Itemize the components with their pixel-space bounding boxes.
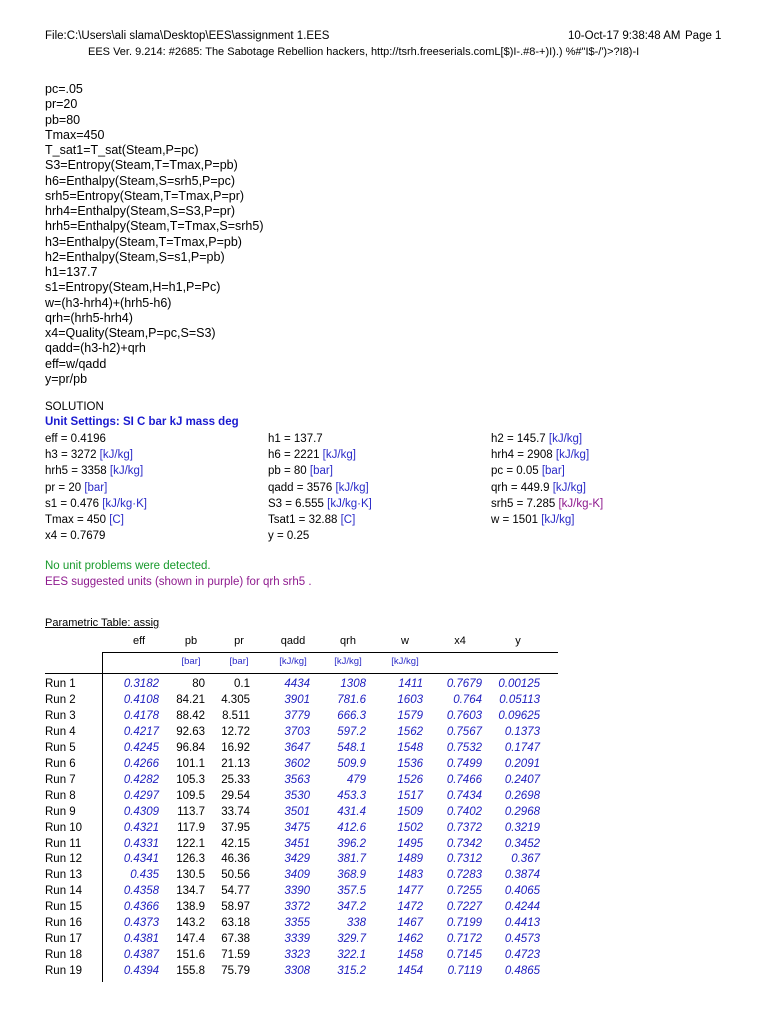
table-cell: 3323 xyxy=(284,949,310,962)
table-cell: 0.4321 xyxy=(123,821,159,834)
table-cell: 0.7372 xyxy=(446,821,482,834)
table-cell: 96.84 xyxy=(176,741,205,754)
table-cell: 3501 xyxy=(284,805,310,818)
table-cell: 0.4282 xyxy=(123,773,159,786)
table-cell: 12.72 xyxy=(221,725,250,738)
table-cell: 134.7 xyxy=(176,885,205,898)
table-cell: 0.2407 xyxy=(504,773,540,786)
run-label: Run 6 xyxy=(45,757,76,770)
table-cell: 396.2 xyxy=(337,837,366,850)
solution-item-value: h3 = 3272 xyxy=(45,449,97,462)
table-cell: 0.09625 xyxy=(498,709,540,722)
solution-item-value: Tmax = 450 xyxy=(45,514,107,526)
table-cell: 479 xyxy=(346,773,366,786)
table-cell: 3901 xyxy=(284,693,310,706)
solution-item xyxy=(268,530,309,542)
column-unit: [kJ/kg] xyxy=(334,656,362,667)
column-header: eff xyxy=(132,635,146,647)
solution-item xyxy=(491,433,582,445)
table-cell: 147.4 xyxy=(176,933,205,946)
solution-item-value: Tsat1 = 32.88 xyxy=(268,514,338,526)
solution-item-value: eff = 0.4196 xyxy=(45,433,106,445)
table-cell: 1562 xyxy=(397,725,423,738)
column-unit: [kJ/kg] xyxy=(279,656,307,667)
table-cell: 1517 xyxy=(397,789,423,802)
table-cell: 130.5 xyxy=(176,869,205,882)
table-cell: 315.2 xyxy=(337,965,366,978)
table-cell: 1467 xyxy=(397,917,423,930)
table-cell: 0.7466 xyxy=(446,773,482,786)
table-cell: 25.33 xyxy=(221,773,250,786)
solution-item-unit: [C] xyxy=(106,514,124,526)
table-cell: 0.7499 xyxy=(446,757,482,770)
table-cell: 0.4394 xyxy=(123,965,159,978)
table-cell: 0.3182 xyxy=(123,678,159,690)
table-cell: 3390 xyxy=(284,885,310,898)
table-cell: 0.3874 xyxy=(504,869,540,882)
solution-item xyxy=(491,482,586,494)
table-cell: 80 xyxy=(192,678,205,690)
solution-item xyxy=(268,449,356,461)
run-label: Run 15 xyxy=(45,901,83,914)
table-cell: 0.4266 xyxy=(123,757,159,770)
table-cell: 3308 xyxy=(284,965,310,978)
table-cell: 453.3 xyxy=(337,789,366,802)
equation-line: qadd=(h3-h2)+qrh xyxy=(45,341,146,356)
table-cell: 0.4244 xyxy=(504,901,540,914)
table-cell: 666.3 xyxy=(337,709,366,722)
table-cell: 63.18 xyxy=(221,917,250,930)
run-label: Run 17 xyxy=(45,933,83,946)
table-cell: 0.4381 xyxy=(123,933,159,946)
table-cell: 0.4297 xyxy=(123,789,159,802)
table-cell: 0.4573 xyxy=(504,933,540,946)
table-cell: 0.3219 xyxy=(504,821,540,834)
solution-item-unit: [bar] xyxy=(538,465,565,478)
solution-item-value: S3 = 6.555 xyxy=(268,497,324,510)
solution-item xyxy=(491,465,565,477)
table-cell: 0.7402 xyxy=(446,805,482,818)
table-cell: 0.7679 xyxy=(446,678,482,690)
table-cell: 781.6 xyxy=(337,693,366,706)
suggested-units-message: EES suggested units (shown in purple) for qrh srh5 . xyxy=(45,576,312,588)
table-cell: 3355 xyxy=(284,917,310,930)
table-cell: 75.79 xyxy=(221,965,250,978)
solution-item-value: h2 = 145.7 xyxy=(491,433,546,445)
table-cell: 1509 xyxy=(397,805,423,818)
table-cell: 3451 xyxy=(284,837,310,850)
solution-item xyxy=(268,482,369,494)
table-cell: 347.2 xyxy=(337,901,366,914)
table-cell: 0.7312 xyxy=(446,853,482,866)
table-cell: 67.38 xyxy=(221,933,250,946)
run-label: Run 12 xyxy=(45,853,83,866)
table-cell: 0.2091 xyxy=(504,757,540,770)
table-cell: 0.7119 xyxy=(447,965,482,978)
solution-item xyxy=(45,482,107,494)
table-cell: 1579 xyxy=(397,709,423,722)
table-cell: 0.4366 xyxy=(123,901,159,914)
table-cell: 113.7 xyxy=(177,805,205,818)
table-cell: 122.1 xyxy=(176,837,205,850)
solution-item-value: qrh = 449.9 xyxy=(491,481,550,494)
run-label: Run 9 xyxy=(45,805,76,818)
table-cell: 3647 xyxy=(284,741,310,754)
column-header: w xyxy=(401,635,409,647)
solution-item-unit: [kJ/kg] xyxy=(552,449,590,462)
table-cell: 3703 xyxy=(284,725,310,738)
equation-line: hrh4=Enthalpy(Steam,S=S3,P=pr) xyxy=(45,204,236,218)
table-cell: 0.2968 xyxy=(504,805,540,818)
table-cell: 143.2 xyxy=(176,917,205,930)
parametric-table-title: Parametric Table: assig xyxy=(45,617,160,629)
solution-item-unit: [kJ/kg] xyxy=(96,449,133,462)
table-cell: 548.1 xyxy=(337,741,366,754)
table-cell: 54.77 xyxy=(221,885,250,898)
solution-item-value: pc = 0.05 xyxy=(491,465,539,478)
run-label: Run 13 xyxy=(45,869,83,882)
table-cell: 1477 xyxy=(397,885,423,898)
solution-item-unit: [kJ/kg] xyxy=(332,481,369,494)
solution-item xyxy=(45,514,124,526)
solution-item-unit: [bar] xyxy=(306,465,333,478)
table-cell: 0.7283 xyxy=(446,869,482,882)
solution-item-unit: [bar] xyxy=(81,481,108,494)
table-cell: 1536 xyxy=(397,757,423,770)
table-cell: 0.05113 xyxy=(499,693,540,706)
table-cell: 0.764 xyxy=(453,693,482,706)
table-cell: 0.7255 xyxy=(446,885,482,898)
solution-item-value: pb = 80 xyxy=(268,465,307,478)
table-cell: 0.4065 xyxy=(504,885,540,898)
solution-item-value: hrh4 = 2908 xyxy=(491,449,553,462)
table-cell: 1472 xyxy=(397,901,423,914)
table-cell: 0.4387 xyxy=(123,949,159,962)
solution-item-value: y = 0.25 xyxy=(268,530,310,543)
column-header: y xyxy=(515,635,521,647)
table-cell: 0.4865 xyxy=(504,965,540,978)
solution-heading: SOLUTION xyxy=(45,401,104,413)
column-unit: [bar] xyxy=(229,656,249,667)
table-cell: 0.7434 xyxy=(446,789,482,802)
table-cell: 0.7199 xyxy=(446,917,482,930)
table-cell: 29.54 xyxy=(221,789,250,802)
run-label: Run 16 xyxy=(45,917,83,930)
solution-item xyxy=(45,433,106,445)
run-label: Run 5 xyxy=(45,741,76,754)
table-cell: 0.3452 xyxy=(504,837,540,850)
table-cell: 3530 xyxy=(284,789,310,802)
table-cell: 8.511 xyxy=(222,709,250,722)
table-cell: 4434 xyxy=(284,678,310,690)
column-header: x4 xyxy=(454,635,466,647)
run-label: Run 19 xyxy=(45,965,83,978)
solution-item xyxy=(268,498,372,510)
table-cell: 117.9 xyxy=(177,821,205,834)
table-cell: 0.4341 xyxy=(123,853,159,866)
equation-line: pb=80 xyxy=(45,112,81,127)
run-label: Run 1 xyxy=(45,678,76,690)
solution-item xyxy=(268,465,333,477)
table-cell: 155.8 xyxy=(176,965,205,978)
table-cell: 50.56 xyxy=(221,869,250,882)
solution-item-value: s1 = 0.476 xyxy=(45,497,100,510)
equation-line: eff=w/qadd xyxy=(45,356,107,371)
table-cell: 0.4178 xyxy=(123,709,159,722)
table-cell: 0.7567 xyxy=(446,725,482,738)
table-cell: 101.1 xyxy=(176,757,205,770)
table-cell: 1548 xyxy=(397,741,423,754)
header-divider xyxy=(102,652,558,653)
table-cell: 1458 xyxy=(397,949,423,962)
table-cell: 0.7227 xyxy=(446,901,482,914)
table-cell: 0.435 xyxy=(130,869,159,882)
table-cell: 105.3 xyxy=(176,773,205,786)
version-line: EES Ver. 9.214: #2685: The Sabotage Rebellion hackers, http://tsrh.freeserials.comL[$)I-.#8-+)I).) %#"I$-/')>?I8)-I xyxy=(88,46,640,58)
solution-item xyxy=(268,433,323,445)
table-cell: 597.2 xyxy=(337,725,366,738)
table-cell: 126.3 xyxy=(176,853,205,866)
table-cell: 0.1373 xyxy=(504,725,540,738)
table-cell: 322.1 xyxy=(337,949,366,962)
table-cell: 1483 xyxy=(397,869,423,882)
table-cell: 92.63 xyxy=(176,725,205,738)
table-cell: 368.9 xyxy=(337,869,366,882)
table-cell: 0.4723 xyxy=(504,949,540,962)
column-header: pr xyxy=(234,635,244,647)
equation-line: h3=Enthalpy(Steam,T=Tmax,P=pb) xyxy=(45,234,242,249)
solution-item-unit: [kJ/kg·K] xyxy=(323,497,372,510)
solution-item-unit: [C] xyxy=(337,514,356,526)
equation-line: h1=137.7 xyxy=(45,265,98,279)
table-cell: 3475 xyxy=(284,821,310,834)
table-cell: 0.4108 xyxy=(123,693,159,706)
column-header: qadd xyxy=(280,635,306,647)
column-unit: [bar] xyxy=(181,656,201,667)
equation-line: s1=Entropy(Steam,H=h1,P=Pc) xyxy=(45,280,221,295)
run-label: Run 2 xyxy=(45,693,76,706)
solution-item xyxy=(491,498,603,510)
equation-line: w=(h3-hrh4)+(hrh5-h6) xyxy=(45,295,172,310)
table-cell: 412.6 xyxy=(337,821,366,834)
column-unit: [kJ/kg] xyxy=(391,656,419,667)
table-cell: 3372 xyxy=(284,901,310,914)
equation-line: S3=Entropy(Steam,T=Tmax,P=pb) xyxy=(45,158,238,173)
table-cell: 0.4217 xyxy=(123,725,159,738)
solution-item-unit: [kJ/kg·K] xyxy=(99,497,147,510)
equation-line: hrh5=Enthalpy(Steam,T=Tmax,S=srh5) xyxy=(45,219,264,234)
solution-item-value: srh5 = 7.285 xyxy=(491,497,556,510)
table-cell: 3563 xyxy=(284,773,310,786)
table-cell: 84.21 xyxy=(176,693,205,706)
table-cell: 381.7 xyxy=(337,853,366,866)
table-cell: 88.42 xyxy=(176,709,205,722)
solution-item xyxy=(45,498,147,510)
solution-item-value: x4 = 0.7679 xyxy=(45,530,106,543)
equation-line: srh5=Entropy(Steam,T=Tmax,P=pr) xyxy=(45,188,245,203)
solution-item-value: h6 = 2221 xyxy=(268,449,320,462)
page-number: Page 1 xyxy=(685,30,722,42)
solution-item-unit: [kJ/kg] xyxy=(545,433,583,445)
table-cell: 42.15 xyxy=(221,837,250,850)
solution-item-value: h1 = 137.7 xyxy=(268,433,323,445)
equation-line: pc=.05 xyxy=(45,82,83,96)
run-label: Run 11 xyxy=(45,837,82,850)
table-cell: 3339 xyxy=(284,933,310,946)
table-cell: 1502 xyxy=(397,821,423,834)
solution-item xyxy=(491,514,574,526)
table-cell: 509.9 xyxy=(337,757,366,770)
column-header: qrh xyxy=(340,635,356,647)
equation-line: Tmax=450 xyxy=(45,127,105,142)
run-label: Run 8 xyxy=(45,789,76,802)
table-cell: 0.2698 xyxy=(504,789,540,802)
run-label: Run 10 xyxy=(45,821,83,834)
table-cell: 0.7172 xyxy=(446,933,482,946)
solution-item xyxy=(268,514,355,526)
table-cell: 1454 xyxy=(397,965,423,978)
table-cell: 0.4373 xyxy=(123,917,159,930)
table-cell: 1411 xyxy=(398,678,423,690)
table-cell: 0.4331 xyxy=(123,837,159,850)
table-cell: 37.95 xyxy=(221,821,250,834)
table-cell: 338 xyxy=(346,917,366,930)
table-cell: 357.5 xyxy=(337,885,366,898)
table-cell: 0.7603 xyxy=(446,709,482,722)
table-cell: 0.1747 xyxy=(504,741,540,754)
table-cell: 1462 xyxy=(397,933,423,946)
equation-line: h6=Enthalpy(Steam,S=srh5,P=pc) xyxy=(45,173,236,188)
print-datetime: 10-Oct-17 9:38:48 AM xyxy=(568,30,681,42)
solution-item-value: w = 1501 xyxy=(491,514,538,526)
table-cell: 0.4413 xyxy=(504,917,540,930)
table-cell: 329.7 xyxy=(337,933,366,946)
table-cell: 431.4 xyxy=(337,805,366,818)
run-label: Run 14 xyxy=(45,885,83,898)
table-cell: 71.59 xyxy=(221,949,250,962)
table-cell: 0.7532 xyxy=(446,741,482,754)
units-divider xyxy=(45,673,558,674)
solution-item-unit: [kJ/kg-K] xyxy=(555,497,604,510)
equation-line: x4=Quality(Steam,P=pc,S=S3) xyxy=(45,326,216,340)
table-cell: 4.305 xyxy=(221,693,250,706)
solution-item-unit: [kJ/kg] xyxy=(549,481,586,494)
run-label: Run 7 xyxy=(45,773,76,786)
table-cell: 0.367 xyxy=(511,853,540,866)
table-cell: 46.36 xyxy=(221,853,250,866)
table-cell: 3409 xyxy=(284,869,310,882)
table-cell: 1489 xyxy=(397,853,423,866)
solution-item-unit: [kJ/kg] xyxy=(538,514,575,526)
solution-item-value: qadd = 3576 xyxy=(268,481,333,494)
table-cell: 58.97 xyxy=(221,901,250,914)
table-cell: 0.7145 xyxy=(446,949,482,962)
table-cell: 0.4309 xyxy=(123,805,159,818)
run-label: Run 3 xyxy=(45,709,76,722)
equation-line: qrh=(hrh5-hrh4) xyxy=(45,310,133,325)
solution-item-value: pr = 20 xyxy=(45,481,82,494)
solution-item xyxy=(491,449,589,461)
table-cell: 109.5 xyxy=(176,789,205,802)
table-cell: 33.74 xyxy=(221,805,250,818)
unit-check-message: No unit problems were detected. xyxy=(45,560,211,572)
table-cell: 0.00125 xyxy=(498,678,540,690)
solution-item-value: hrh5 = 3358 xyxy=(45,465,107,478)
equation-line: pr=20 xyxy=(45,97,78,112)
solution-item-unit: [kJ/kg] xyxy=(319,449,356,462)
solution-item xyxy=(45,465,143,477)
table-cell: 138.9 xyxy=(176,901,205,914)
table-cell: 0.4245 xyxy=(123,741,159,754)
table-cell: 1526 xyxy=(397,773,423,786)
solution-item xyxy=(45,449,133,461)
table-cell: 3779 xyxy=(284,709,310,722)
solution-item-unit: [kJ/kg] xyxy=(106,465,144,478)
table-cell: 3602 xyxy=(284,757,310,770)
table-cell: 0.4358 xyxy=(123,885,159,898)
solution-item xyxy=(45,530,105,542)
table-cell: 0.7342 xyxy=(446,837,482,850)
table-cell: 3429 xyxy=(284,853,310,866)
run-label: Run 4 xyxy=(45,725,76,738)
table-cell: 21.13 xyxy=(221,757,250,770)
table-cell: 16.92 xyxy=(221,741,250,754)
table-cell: 1308 xyxy=(340,678,366,690)
unit-settings: Unit Settings: SI C bar kJ mass deg xyxy=(45,416,239,428)
file-path: File:C:\Users\ali slama\Desktop\EES\assignment 1.EES xyxy=(45,30,330,42)
equation-line: y=pr/pb xyxy=(45,371,88,386)
table-cell: 1495 xyxy=(397,837,423,850)
table-cell: 1603 xyxy=(397,693,423,706)
equation-line: h2=Enthalpy(Steam,S=s1,P=pb) xyxy=(45,249,225,264)
run-label: Run 18 xyxy=(45,949,83,962)
table-cell: 0.1 xyxy=(234,678,250,690)
column-header: pb xyxy=(184,635,198,647)
table-cell: 151.6 xyxy=(176,949,205,962)
equation-line: T_sat1=T_sat(Steam,P=pc) xyxy=(45,143,199,157)
